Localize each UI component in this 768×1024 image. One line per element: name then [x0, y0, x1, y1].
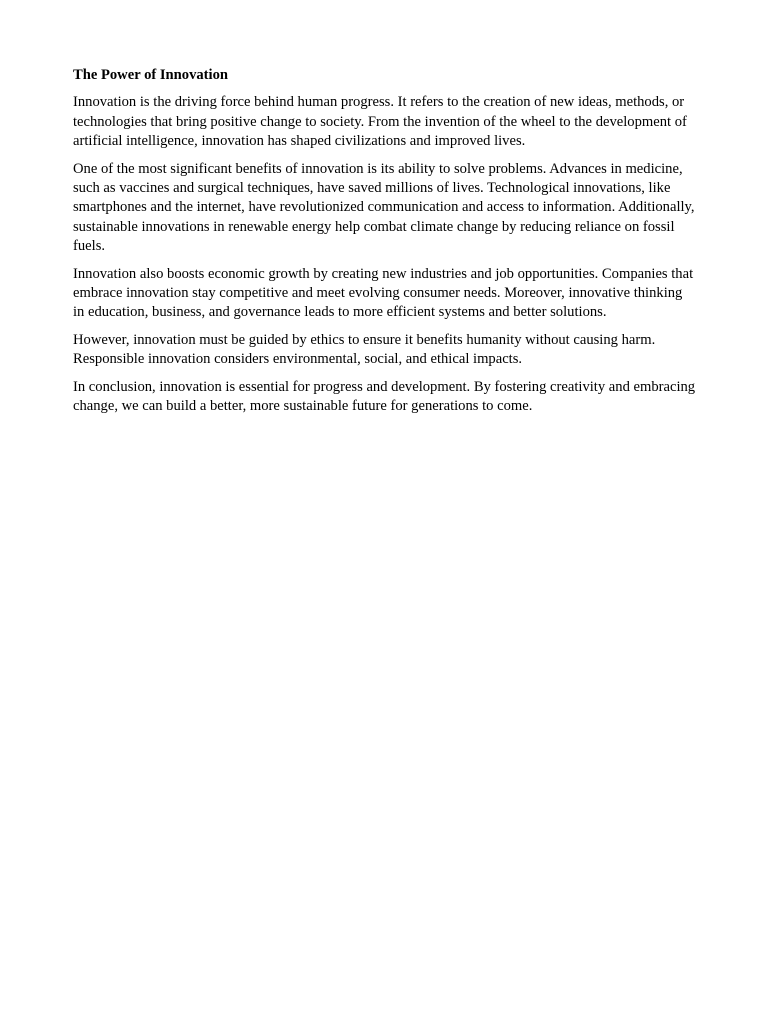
- paragraph-conclusion: In conclusion, innovation is essential for progress and development. By fostering creativity and embracing change, we can build a better, more sustainable future for generations to come.: [73, 378, 696, 415]
- paragraph-problem-solving: One of the most significant benefits of innovation is its ability to solve problems. Advances in medicine, such as vaccines and surgical techniques, have saved millions of lives. Technological innovations, like smartphones and the internet, have revolutionized communication and access to information. Additionally, sustainable innovations in renewable energy help combat climate change by reducing reliance on fossil fuels.: [73, 160, 695, 255]
- paragraph-economic-growth: Innovation also boosts economic growth by creating new industries and job opportunities. Companies that embrace innovation stay competitive and meet evolving consumer needs. Moreover, innovative thinking in education, business, and governance leads to more efficient systems and better solutions.: [73, 265, 694, 321]
- document-title: The Power of Innovation: [73, 67, 229, 83]
- paragraph-introduction: Innovation is the driving force behind human progress. It refers to the creation of new ideas, methods, or technologies that bring positive change to society. From the invention of the wheel to the development of artificial intelligence, innovation has shaped civilizations and improved lives.: [73, 94, 687, 150]
- paragraph-ethics: However, innovation must be guided by ethics to ensure it benefits humanity without causing harm. Responsible innovation considers environmental, social, and ethical impacts.: [73, 331, 656, 368]
- document-page: [73, 66, 697, 425]
